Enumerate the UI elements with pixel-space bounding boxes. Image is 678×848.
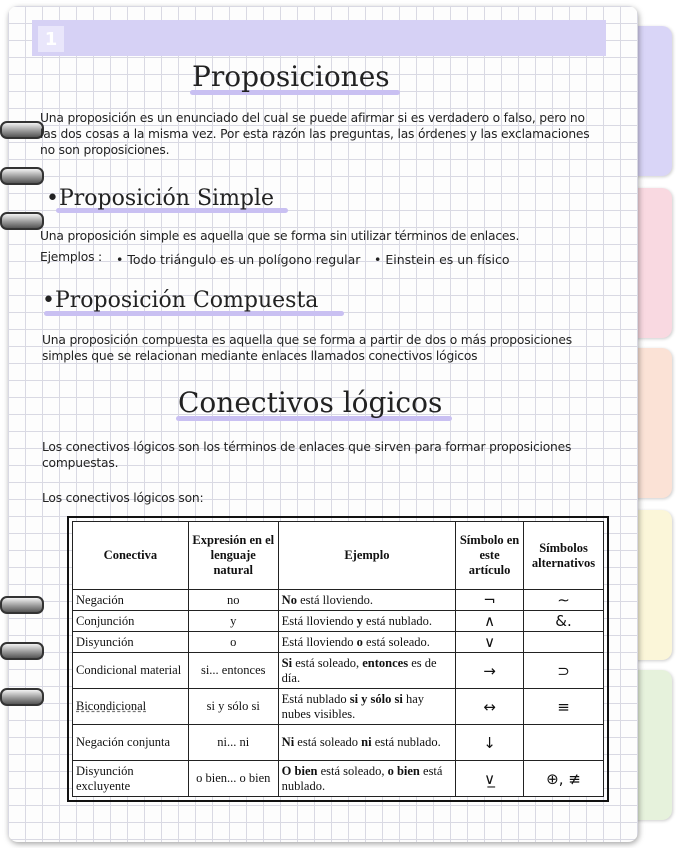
ex-bold-1: si y sólo si <box>349 691 403 706</box>
binder-ring-2 <box>0 167 44 185</box>
cell-simbolo: ∨ <box>456 632 524 653</box>
connectives-title: Conectivos lógicos <box>178 386 443 419</box>
table-row <box>73 761 604 797</box>
cell-alternativos: ⊃ <box>524 653 604 689</box>
connectives-list-intro: Los conectivos lógicos son: <box>42 491 204 505</box>
cell-ejemplo <box>278 611 455 632</box>
table-row <box>73 653 604 689</box>
cell-conectiva: Negación <box>73 590 189 611</box>
cell-expresion: no <box>188 590 278 611</box>
ex-bold-1: Ni <box>281 735 295 749</box>
cell-ejemplo <box>278 761 455 797</box>
ex-bold-1: No <box>281 592 297 607</box>
ex-bold-1: o <box>356 634 363 649</box>
table-row <box>73 632 604 653</box>
example-2: • Einstein es un físico <box>374 252 510 267</box>
binder-ring-1 <box>0 121 44 139</box>
binder-ring-5 <box>0 642 44 660</box>
ex-mid: está nublado. <box>362 613 433 628</box>
cell-conectiva: Bicondicional <box>73 689 189 725</box>
cell-conectiva: Disyunción <box>73 632 189 653</box>
page-title: Proposiciones <box>192 60 390 93</box>
binder-ring-3 <box>0 212 44 230</box>
ex-post: está nublado. <box>371 735 441 749</box>
binder-ring-6 <box>0 688 44 706</box>
cell-simbolo: → <box>456 653 524 689</box>
cell-expresion: o bien... o bien <box>188 761 278 797</box>
connectives-table <box>72 521 604 797</box>
cell-ejemplo <box>278 632 455 653</box>
ex-mid: está soleado, <box>292 655 363 670</box>
cell-conectiva: Negación conjunta <box>73 725 189 761</box>
table-row <box>73 725 604 761</box>
ex-bold-1: Si <box>281 655 293 670</box>
header-simbolo: Símbolo en este artículo <box>456 522 524 590</box>
compound-title: •Proposición Compuesta <box>42 288 319 313</box>
cell-simbolo: ¬ <box>456 590 524 611</box>
ex-pre: Está lloviendo <box>281 634 357 649</box>
cell-expresion: y <box>188 611 278 632</box>
table-row <box>73 590 604 611</box>
cell-alternativos: ∼ <box>524 590 604 611</box>
header-expresion: Expresión en el lenguaje natural <box>188 522 278 590</box>
ex-bold-1: y <box>356 613 363 628</box>
cell-ejemplo <box>278 689 455 725</box>
ex-bold-2: ni <box>361 735 372 749</box>
cell-ejemplo <box>278 725 455 761</box>
ex-mid: está lloviendo. <box>296 592 373 607</box>
intro-paragraph: Una proposición es un enunciado del cual se puede afirmar si es verdadero o falso, pero no las dos cosas a la misma vez. Por esta razón las preguntas, las órdenes y las exclamaciones no son proposiciones. <box>40 111 590 157</box>
ex-mid: hay nubes visibles. <box>281 691 425 721</box>
binder-ring-4 <box>0 596 44 614</box>
ex-pre: Está nublado <box>281 691 350 706</box>
compound-definition: Una proposición compuesta es aquella que se forma a partir de dos o más proposiciones simples que se relacionan mediante enlaces llamados conectivos lógicos <box>42 333 572 363</box>
ex-bold-2: entonces <box>362 655 409 670</box>
ex-mid: está soleado <box>294 735 362 749</box>
header-ejemplo: Ejemplo <box>278 522 455 590</box>
table-row <box>73 689 604 725</box>
cell-ejemplo <box>278 590 455 611</box>
cell-alternativos <box>524 632 604 653</box>
cell-simbolo: ↔ <box>456 689 524 725</box>
ex-pre: Está lloviendo <box>281 613 357 628</box>
cell-conectiva: Disyunción excluyente <box>73 761 189 797</box>
page-number: 1 <box>38 26 64 52</box>
table-header-row <box>73 522 604 590</box>
simple-definition: Una proposición simple es aquella que se forma sin utilizar términos de enlaces. <box>40 229 520 243</box>
ex-bold-2: o bien <box>387 763 420 778</box>
cell-conectiva: Conjunción <box>73 611 189 632</box>
table-row <box>73 611 604 632</box>
cell-alternativos: ⊕, ≢ <box>524 761 604 797</box>
cell-expresion: si y sólo si <box>188 689 278 725</box>
cell-alternativos: &. <box>524 611 604 632</box>
cell-conectiva: Condicional material <box>73 653 189 689</box>
ex-post: está nublado. <box>281 763 443 793</box>
cell-alternativos <box>524 725 604 761</box>
header-bar <box>32 20 606 56</box>
cell-expresion: o <box>188 632 278 653</box>
simple-title: •Proposición Simple <box>46 186 275 211</box>
cell-expresion: ni... ni <box>188 725 278 761</box>
cell-ejemplo <box>278 653 455 689</box>
cell-simbolo: ∧ <box>456 611 524 632</box>
cell-expresion: si... entonces <box>188 653 278 689</box>
examples-label: Ejemplos : <box>40 250 102 264</box>
header-alternativos: Símbolos alternativos <box>524 522 604 590</box>
ex-post: es de día. <box>281 655 437 685</box>
example-1: • Todo triángulo es un polígono regular <box>116 252 361 267</box>
ex-bold-1: O bien <box>281 763 318 778</box>
cell-simbolo: ∨̲ <box>456 761 524 797</box>
ex-mid: está soleado. <box>362 634 430 649</box>
header-conectiva: Conectiva <box>73 522 189 590</box>
connectives-definition: Los conectivos lógicos son los términos de enlaces que sirven para formar proposiciones compuestas. <box>42 440 572 470</box>
cell-simbolo: ↓ <box>456 725 524 761</box>
ex-mid: está soleado, <box>317 763 388 778</box>
cell-alternativos: ≡ <box>524 689 604 725</box>
